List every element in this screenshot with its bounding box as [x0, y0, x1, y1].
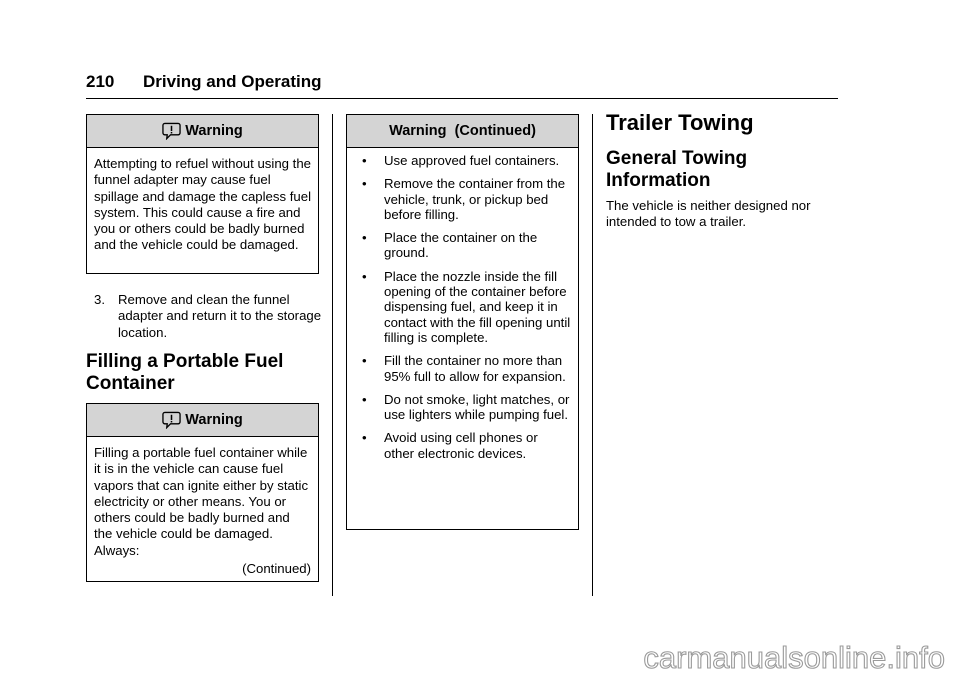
section-title: Driving and Operating [143, 72, 322, 91]
list-item-step-3 [94, 292, 322, 342]
step-number: 3. [94, 292, 105, 307]
warning-body-text: Filling a portable fuel container while it is in the vehicle can cause fuel vapors that can ignite either by static electricity or other means. You or others could be badly burned and the vehicle could be damaged. Always: [94, 445, 309, 558]
subheading-portable-fuel: Filling a Portable Fuel Container [86, 351, 284, 394]
warning-speech-bubble-icon [162, 122, 181, 140]
warning-heading-text: Warning [185, 123, 243, 139]
page-header [86, 72, 838, 99]
bullet-list [354, 153, 571, 461]
warning-body [347, 148, 578, 461]
warning-body [87, 437, 318, 581]
warning-heading [347, 115, 578, 148]
paragraph-towing: The vehicle is neither designed nor intended to tow a trailer. [606, 198, 811, 230]
page-number: 210 [86, 72, 115, 91]
step-text: Remove and clean the funnel adapter and return it to the storage location. [118, 292, 322, 340]
warning-speech-bubble-icon [162, 411, 181, 429]
warning-heading [87, 404, 318, 437]
list-item: • Fill the container no more than 95% full to allow for expansion. [362, 353, 566, 384]
warning-heading-text: Warning [185, 412, 243, 428]
list-item: • Place the nozzle inside the fill opening of the container before dispensing fuel, and keep it in contact with the fill opening until filling is complete. [362, 268, 571, 345]
warning-box-portable-container [86, 403, 319, 582]
warning-body-text: Attempting to refuel without using the funnel adapter may cause fuel spillage and damage the capless fuel system. This could cause a fire and you or others could be badly burned and the vehicle could be damaged. [94, 156, 312, 253]
list-item: • Place the container on the ground. [362, 230, 538, 261]
warning-heading-text: Warning (Continued) [389, 123, 536, 139]
warning-heading [87, 115, 318, 148]
section-heading-trailer-towing: Trailer Towing [606, 110, 754, 135]
continued-label: (Continued) [242, 561, 311, 577]
warning-box-continued [346, 114, 579, 530]
column-divider-left [332, 114, 333, 596]
watermark-text: carmanualsonline.info [643, 640, 945, 675]
subheading-general-towing: General Towing Information [606, 148, 748, 191]
list-item: • Do not smoke, light matches, or use lighters while pumping fuel. [362, 391, 570, 423]
column-divider-right [592, 114, 593, 596]
list-item: • Remove the container from the vehicle, trunk, or pickup bed before filling. [362, 176, 566, 222]
list-item: • Use approved fuel containers. [362, 153, 560, 168]
watermark [0, 636, 960, 678]
warning-box-refuel [86, 114, 319, 274]
list-item: • Avoid using cell phones or other electronic devices. [362, 430, 538, 461]
